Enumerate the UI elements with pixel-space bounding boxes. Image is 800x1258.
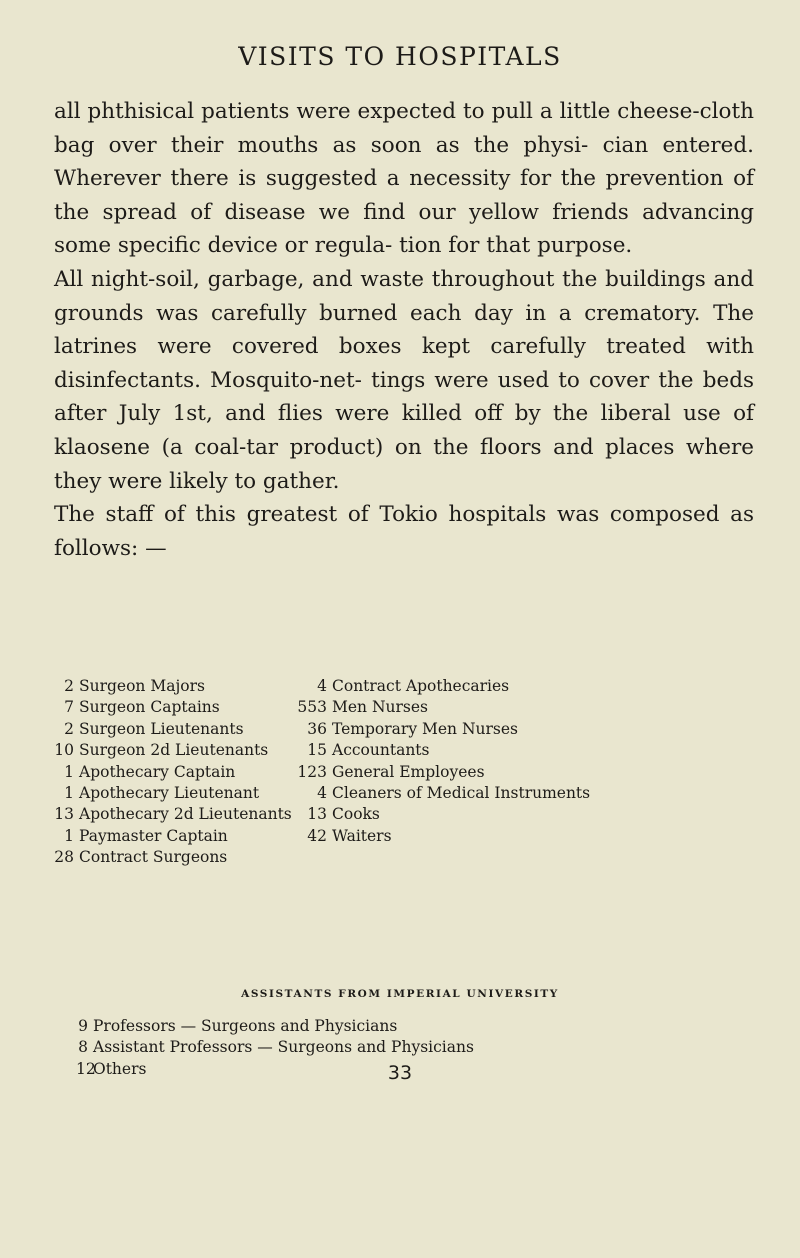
- item-label: Cooks: [332, 805, 380, 824]
- item-count: 7: [64, 698, 74, 717]
- item-count: 123: [297, 762, 327, 781]
- item-label: Professors — Surgeons and Physicians: [93, 1017, 398, 1035]
- paragraph: all phthisical patients were expected to pull a little cheese-cloth bag over their mouths as soon as the physi- cian entered. Wherever there is suggested a necessity for the prevention of the spread of disease we find our yellow friends advancing some specific device or regula- tion for that purpose.: [54, 99, 754, 259]
- list-item: [297, 697, 590, 718]
- item-label: Surgeon Captains: [79, 698, 220, 717]
- item-label: Assistant Professors — Surgeons and Physicians: [93, 1038, 474, 1057]
- item-count: 4: [317, 784, 327, 803]
- list-item: [54, 847, 292, 868]
- item-label: Apothecary Captain: [79, 762, 236, 781]
- staff-column-left: [54, 676, 292, 869]
- staff-column-right: [297, 676, 590, 847]
- item-count: 13: [307, 805, 327, 824]
- list-item: [297, 719, 590, 740]
- list-item: [297, 783, 590, 804]
- item-count: 12: [76, 1059, 96, 1078]
- list-item: [297, 762, 590, 783]
- item-count: 36: [307, 719, 327, 738]
- item-count: 8: [78, 1038, 88, 1057]
- list-item: [297, 826, 590, 847]
- list-item: [54, 719, 292, 740]
- item-count: 1: [64, 826, 74, 845]
- item-count: 2: [64, 677, 74, 695]
- item-label: Temporary Men Nurses: [332, 719, 518, 738]
- list-item: [76, 1037, 474, 1058]
- item-label: Cleaners of Medical Instruments: [332, 784, 591, 803]
- item-label: Paymaster Captain: [79, 826, 228, 845]
- item-count: 1: [64, 762, 74, 781]
- item-count: 13: [54, 805, 74, 824]
- item-count: 1: [64, 784, 74, 803]
- list-item: [54, 762, 292, 783]
- item-label: Surgeon 2d Lieutenants: [79, 741, 269, 760]
- section-subheading: ASSISTANTS FROM IMPERIAL UNIVERSITY: [241, 988, 559, 1000]
- paragraph: All night-soil, garbage, and waste throughout the buildings and grounds was carefully burned each day in a crematory. The latrines were covered boxes kept carefully treated with disinfectants. Mosquito-net- tings were used to cover the beds after July 1st, and flies were killed off by the liberal use of klaosene (a coal-tar product) on the floors and places where they were likely to gather.: [54, 266, 754, 494]
- item-count: 553: [297, 698, 327, 717]
- list-item: [297, 740, 590, 761]
- list-item: [76, 1016, 474, 1037]
- item-label: Contract Surgeons: [79, 848, 228, 867]
- item-label: Surgeon Majors: [79, 677, 205, 695]
- list-item: [54, 676, 292, 697]
- paragraph: The staff of this greatest of Tokio hospitals was composed as follows: —: [54, 502, 754, 561]
- item-count: 2: [64, 719, 74, 738]
- item-label: Surgeon Lieutenants: [79, 719, 244, 738]
- list-item: [54, 804, 292, 825]
- running-head: VISITS TO HOSPITALS: [238, 42, 562, 71]
- item-label: Others: [93, 1059, 147, 1078]
- body-text: [54, 95, 754, 565]
- item-label: Contract Apothecaries: [332, 677, 510, 695]
- item-count: 9: [78, 1017, 88, 1035]
- page-number: 33: [387, 1062, 413, 1084]
- item-label: Accountants: [332, 741, 430, 760]
- item-label: Apothecary Lieutenant: [79, 784, 260, 803]
- item-count: 10: [54, 741, 74, 760]
- item-count: 42: [307, 826, 327, 845]
- item-label: General Employees: [332, 762, 485, 781]
- list-item: [54, 697, 292, 718]
- list-item: [54, 783, 292, 804]
- list-item: [297, 676, 590, 697]
- item-label: Men Nurses: [332, 698, 428, 717]
- item-count: 4: [317, 677, 327, 695]
- list-item: [54, 740, 292, 761]
- list-item: [54, 826, 292, 847]
- item-count: 28: [54, 848, 74, 867]
- item-label: Apothecary 2d Lieutenants: [79, 805, 292, 824]
- list-item: [297, 804, 590, 825]
- item-label: Waiters: [332, 826, 392, 845]
- item-count: 15: [307, 741, 327, 760]
